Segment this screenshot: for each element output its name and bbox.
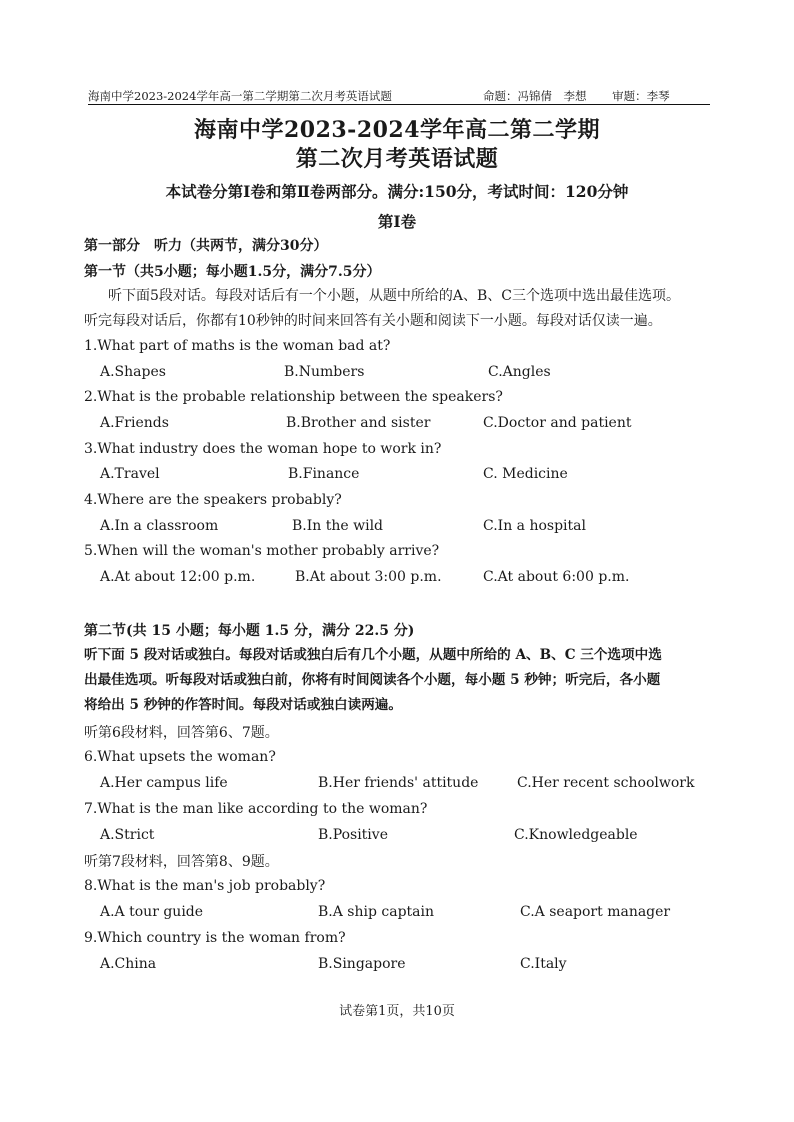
section2-instruction-line2: 出最佳选项。听每段对话或独白前，你将有时间阅读各个小题，每小题 5 秒钟；听完后，各小题	[84, 672, 661, 688]
exam-info: 本试卷分第Ⅰ卷和第Ⅱ卷两部分。满分:150分，考试时间：120分钟	[165, 182, 629, 201]
q8-option-b: B.A ship captain	[318, 904, 435, 920]
section2-instruction-line3: 将给出 5 秒钟的作答时间。每段对话或独白读两遍。	[84, 697, 402, 713]
q8-option-c: C.A seaport manager	[520, 904, 671, 920]
section2-heading: 第二节(共 15 小题；每小题 1.5 分，满分 22.5 分)	[84, 623, 415, 639]
q7-option-b: B.Positive	[318, 827, 388, 843]
q4-option-b: B.In the wild	[292, 518, 384, 534]
q9-option-a: A.China	[100, 956, 157, 972]
question-9: 9.Which country is the woman from?	[84, 930, 346, 946]
header-reviewer: 审题：李琴	[612, 89, 670, 103]
q7-option-a: A.Strict	[100, 827, 155, 843]
q1-option-b: B.Numbers	[284, 364, 365, 380]
q2-option-a: A.Friends	[100, 415, 169, 431]
question-8: 8.What is the man's job probably?	[84, 878, 326, 894]
q1-option-c: C.Angles	[488, 364, 551, 380]
q4-option-a: A.In a classroom	[100, 518, 219, 534]
q4-option-c: C.In a hospital	[483, 518, 586, 534]
q3-option-c: C. Medicine	[483, 466, 568, 482]
q3-option-a: A.Travel	[100, 466, 160, 482]
q2-option-c: C.Doctor and patient	[483, 415, 632, 431]
q5-option-a: A.At about 12:00 p.m.	[100, 569, 256, 585]
header-credits	[483, 89, 692, 104]
q2-option-b: B.Brother and sister	[286, 415, 431, 431]
q6-option-b: B.Her friends' attitude	[318, 775, 479, 791]
section1-heading: 第一节（共5小题；每小题1.5分，满分7.5分）	[84, 264, 381, 280]
q3-option-b: B.Finance	[288, 466, 360, 482]
question-7: 7.What is the man like according to the woman?	[84, 801, 428, 817]
header-setter: 命题：冯锦倩 李想	[483, 89, 587, 103]
section2-instruction-line1: 听下面 5 段对话或独白。每段对话或独白后有几个小题，从题中所给的 A、B、C 三个选项中选	[84, 647, 662, 663]
q5-option-c: C.At about 6:00 p.m.	[483, 569, 630, 585]
part1-heading: 第一部分 听力（共两节，满分30分）	[84, 238, 328, 254]
section1-instruction-line1: 听下面5段对话。每段对话后有一个小题，从题中所给的A、B、C三个选项中选出最佳选项。	[108, 288, 681, 304]
volume-title: 第Ⅰ卷	[377, 212, 417, 231]
q9-option-b: B.Singapore	[318, 956, 406, 972]
question-1: 1.What part of maths is the woman bad at?	[84, 338, 391, 354]
passage7-note: 听第7段材料，回答第8、9题。	[84, 854, 279, 870]
question-2: 2.What is the probable relationship between the speakers?	[84, 389, 503, 405]
page-title-line1: 海南中学2023-2024学年高二第二学期	[193, 117, 601, 143]
section1-instruction-line2: 听完每段对话后，你都有10秒钟的时间来回答有关小题和阅读下一小题。每段对话仅读一遍。	[84, 313, 662, 329]
q6-option-a: A.Her campus life	[100, 775, 228, 791]
page-title-line2: 第二次月考英语试题	[295, 146, 499, 172]
page-footer: 试卷第1页，共10页	[339, 1004, 455, 1019]
question-3: 3.What industry does the woman hope to work in?	[84, 441, 442, 457]
page-header	[88, 89, 710, 105]
q7-option-c: C.Knowledgeable	[514, 827, 638, 843]
q1-option-a: A.Shapes	[100, 364, 166, 380]
q9-option-c: C.Italy	[520, 956, 567, 972]
header-exam-name: 海南中学2023-2024学年高一第二学期第二次月考英语试题	[88, 89, 392, 103]
q5-option-b: B.At about 3:00 p.m.	[295, 569, 442, 585]
passage6-note: 听第6段材料，回答第6、7题。	[84, 725, 279, 741]
question-6: 6.What upsets the woman?	[84, 749, 276, 765]
question-5: 5.When will the woman's mother probably arrive?	[84, 543, 440, 559]
q8-option-a: A.A tour guide	[100, 904, 204, 920]
question-4: 4.Where are the speakers probably?	[84, 492, 342, 508]
q6-option-c: C.Her recent schoolwork	[517, 775, 695, 791]
